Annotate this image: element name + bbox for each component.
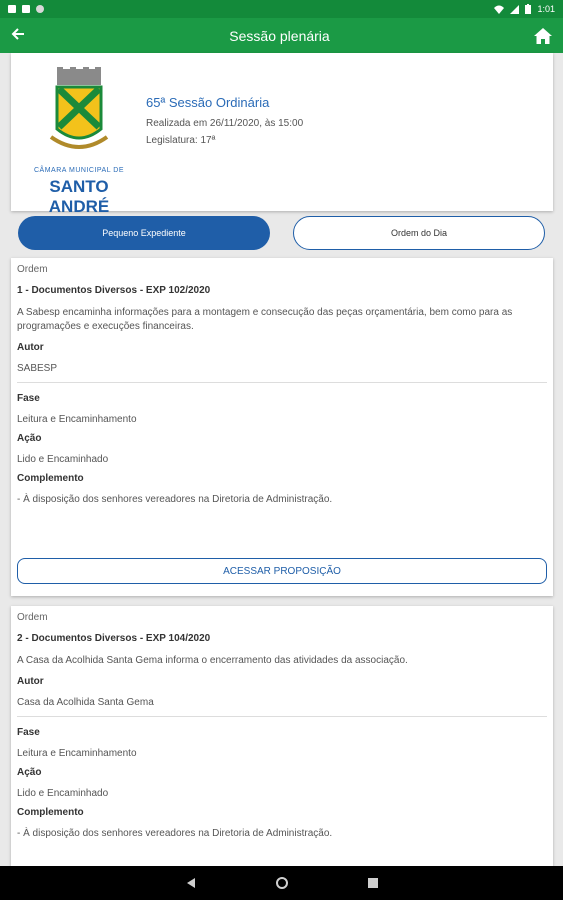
session-name: 65ª Sessão Ordinária: [146, 95, 270, 110]
status-bar: [0, 0, 563, 18]
action-value: Lido e Encaminhado: [17, 788, 109, 799]
author-value: SABESP: [17, 363, 58, 374]
nav-back-icon[interactable]: [186, 877, 196, 889]
page-title: Sessão plenária: [229, 27, 330, 44]
order-label: Ordem: [17, 264, 48, 275]
session-date: Realizada em 26/11/2020, às 15:00: [146, 118, 304, 129]
item-title: 1 - Documentos Diversos - EXP 102/2020: [17, 285, 211, 296]
signal-icon: [510, 5, 519, 14]
author-label: Autor: [17, 342, 44, 353]
phase-value: Leitura e Encaminhamento: [17, 748, 137, 759]
back-button[interactable]: [0, 25, 36, 46]
chamber-logo: [23, 67, 135, 216]
action-value: Lido e Encaminhado: [17, 454, 109, 465]
complement-label: Complemento: [17, 473, 84, 484]
action-label: Ação: [17, 767, 42, 778]
agenda-item-card: [11, 606, 553, 866]
order-label: Ordem: [17, 612, 48, 623]
sd-card-icon: [22, 5, 30, 13]
wifi-icon: [494, 5, 504, 14]
status-time: 1:01: [537, 4, 555, 14]
home-button[interactable]: [523, 27, 563, 45]
complement-value: - À disposição dos senhores vereadores na Diretoria de Administração.: [17, 828, 333, 839]
phase-value: Leitura e Encaminhamento: [17, 414, 137, 425]
item-title: 2 - Documentos Diversos - EXP 104/2020: [17, 633, 211, 644]
nav-home-icon[interactable]: [276, 877, 288, 889]
divider: [17, 382, 547, 383]
phase-label: Fase: [17, 393, 40, 404]
logo-city-text: SANTO ANDRÉ: [48, 177, 110, 216]
logo-chamber-text: CÂMARA MUNICIPAL DE: [33, 167, 124, 174]
agenda-item-card: [11, 258, 553, 596]
tab-bar: [18, 216, 545, 250]
notification-icon: [8, 5, 16, 13]
divider: [17, 716, 547, 717]
system-nav-bar: [0, 866, 563, 900]
phase-label: Fase: [17, 727, 40, 738]
home-icon: [533, 27, 553, 45]
coat-of-arms-icon: [23, 67, 135, 167]
back-arrow-icon: [11, 27, 25, 41]
app-bar: [0, 18, 563, 53]
action-label: Ação: [17, 433, 42, 444]
tab-pequeno-expediente[interactable]: Pequeno Expediente: [18, 216, 270, 250]
author-label: Autor: [17, 676, 44, 687]
tab-ordem-do-dia[interactable]: Ordem do Dia: [293, 216, 545, 250]
item-description: A Sabesp encaminha informações para a montagem e consecução das peças orçamentária, bem como para as programações e execuções financeiras.: [17, 307, 513, 332]
session-legislature: Legislatura: 17ª: [146, 135, 216, 146]
item-description: A Casa da Acolhida Santa Gema informa o encerramento das atividades da associação.: [17, 655, 408, 666]
sync-icon: [36, 5, 44, 13]
session-info: [146, 95, 303, 152]
author-value: Casa da Acolhida Santa Gema: [17, 697, 154, 708]
complement-value: - À disposição dos senhores vereadores na Diretoria de Administração.: [17, 494, 333, 505]
session-card: [11, 53, 553, 216]
battery-icon: [525, 4, 531, 14]
complement-label: Complemento: [17, 807, 84, 818]
access-proposition-button[interactable]: ACESSAR PROPOSIÇÃO: [17, 558, 547, 584]
nav-recents-icon[interactable]: [368, 878, 378, 888]
